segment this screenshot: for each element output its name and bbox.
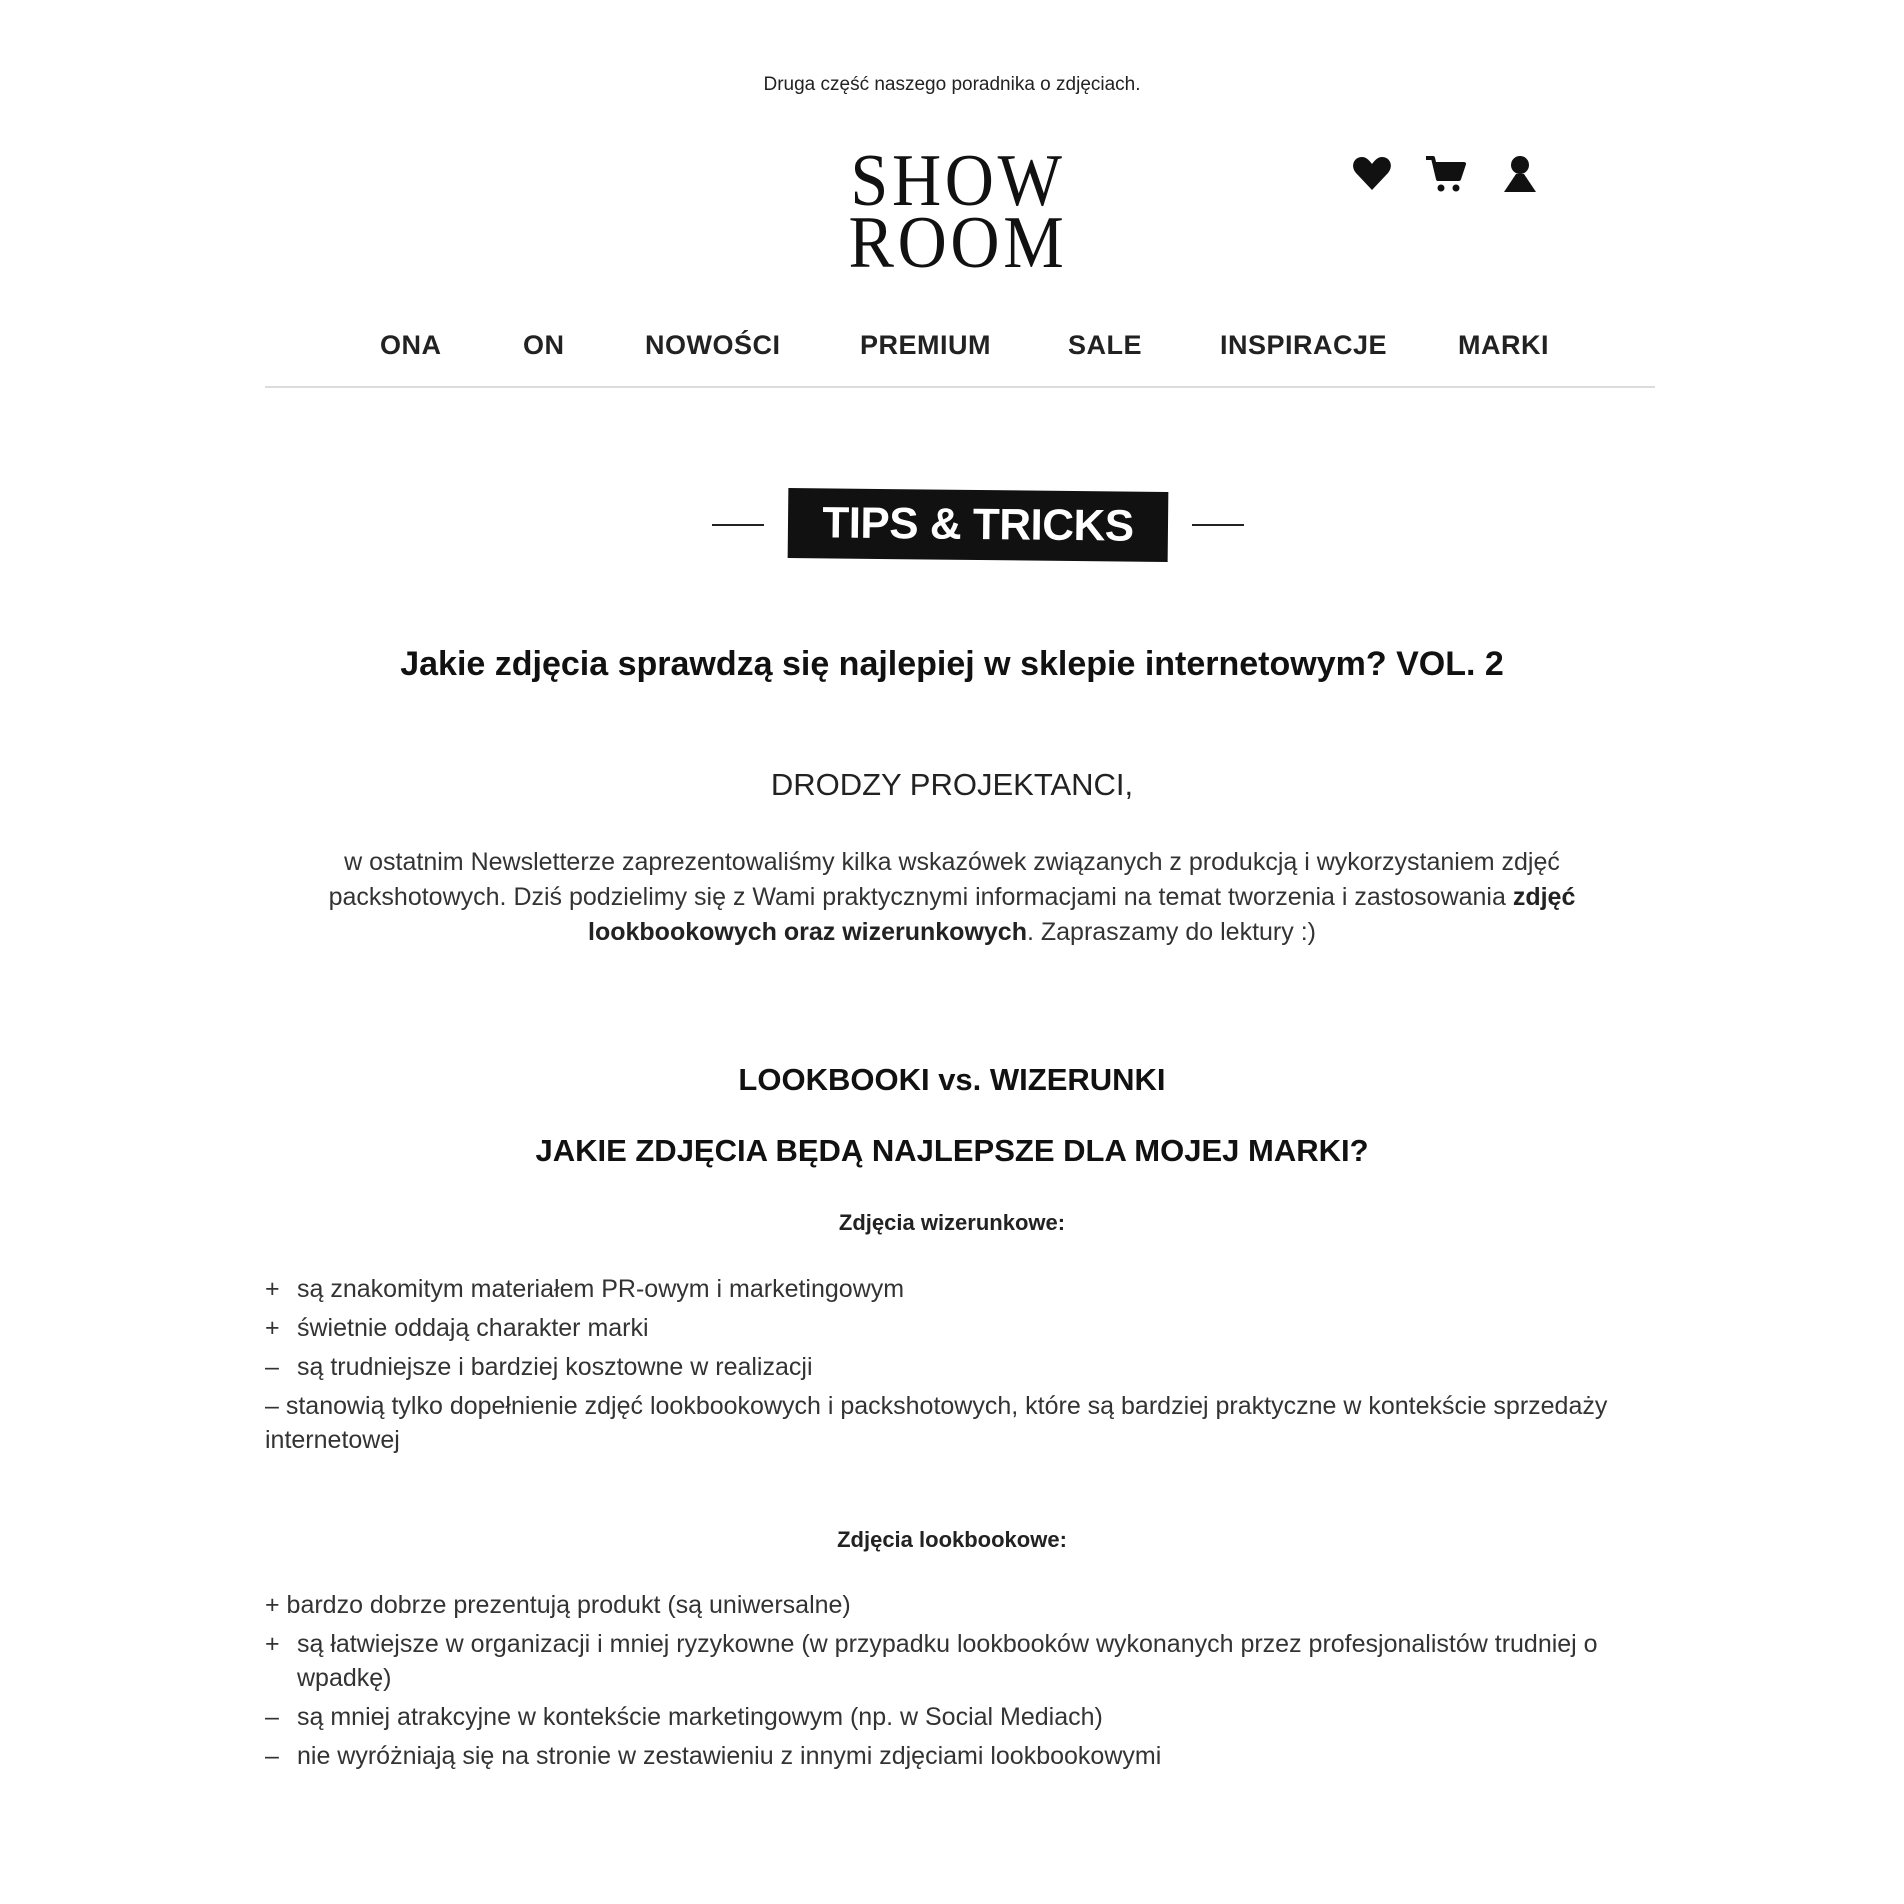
list-item — [265, 1272, 1625, 1306]
tips-tricks-badge: TIPS & TRICKS — [788, 488, 1169, 562]
list-marker: – — [265, 1742, 279, 1770]
list-item: – stanowią tylko dopełnienie zdjęć lookbookowych i packshotowych, które są bardziej praktyczne w kontekście sprzedaży internetowej — [265, 1392, 1608, 1454]
subheading-lookbooki-vs-wizerunki: LOOKBOOKI vs. WIZERUNKI — [738, 1062, 1166, 1097]
intro-paragraph — [300, 845, 1604, 950]
list-marker: + — [265, 1314, 280, 1342]
nav-item-ona[interactable]: ONA — [380, 330, 442, 360]
intro-text-1: w ostatnim Newsletterze zaprezentowaliśmy kilka wskazówek związanych z produkcją i wykorzystaniem zdjęć packshotowych. Dziś podzielimy się z Wami praktycznymi informacjami na temat tworzenia i zastosowania — [328, 848, 1560, 911]
nav-item-on[interactable]: ON — [523, 330, 565, 360]
intro-text-2: . Zapraszamy do lektury :) — [1026, 918, 1316, 946]
list-item — [265, 1311, 1625, 1345]
list-lookbookowe — [265, 1588, 1625, 1778]
list-item — [265, 1739, 1625, 1773]
list-marker: – — [265, 1703, 279, 1731]
list-item-text: są znakomitym materiałem PR-owym i marketingowym — [297, 1275, 905, 1303]
nav-item-marki[interactable]: MARKI — [1458, 330, 1549, 360]
list-marker: + — [265, 1630, 280, 1658]
list-item-text: są trudniejsze i bardziej kosztowne w realizacji — [297, 1353, 813, 1381]
list-item — [265, 1350, 1625, 1384]
cart-icon[interactable] — [1424, 152, 1468, 196]
logo-line-1: SHOW — [850, 140, 1066, 222]
list-marker: – — [265, 1353, 279, 1381]
header-icons — [1350, 152, 1542, 196]
showroom-logo[interactable] — [848, 140, 1069, 284]
logo-line-2: ROOM — [848, 202, 1068, 284]
list-item — [265, 1700, 1625, 1734]
intro-bold: zdjęć lookbookowych oraz wizerunkowych — [588, 883, 1576, 946]
section-label-wizerunkowe: Zdjęcia wizerunkowe: — [838, 1210, 1066, 1235]
tips-right-dash — [1192, 524, 1244, 526]
nav-item-inspiracje[interactable]: INSPIRACJE — [1220, 330, 1388, 360]
list-marker: + — [265, 1275, 280, 1303]
list-item: + bardzo dobrze prezentują produkt (są uniwersalne) — [265, 1591, 851, 1619]
preheader-text: Druga część naszego poradnika o zdjęciach. — [763, 74, 1141, 95]
list-item-text: nie wyróżniają się na stronie w zestawieniu z innymi zdjęciami lookbookowymi — [297, 1742, 1162, 1770]
nav-item-nowosci[interactable]: NOWOŚCI — [645, 330, 781, 360]
article-title: Jakie zdjęcia sprawdzą się najlepiej w sklepie internetowym? VOL. 2 — [400, 645, 1504, 683]
user-icon[interactable] — [1498, 152, 1542, 196]
list-item-text: są mniej atrakcyjne w kontekście marketingowym (np. w Social Mediach) — [297, 1703, 1103, 1731]
main-nav — [265, 330, 1655, 388]
subheading-question: JAKIE ZDJĘCIA BĘDĄ NAJLEPSZE DLA MOJEJ MARKI? — [535, 1133, 1369, 1168]
nav-item-sale[interactable]: SALE — [1068, 330, 1143, 360]
list-item-text: są łatwiejsze w organizacji i mniej ryzykowne (w przypadku lookbooków wykonanych przez profesjonalistów trudniej o wpadkę) — [297, 1630, 1598, 1692]
section-label-lookbookowe: Zdjęcia lookbookowe: — [837, 1527, 1067, 1552]
greeting: DRODZY PROJEKTANCI, — [770, 767, 1134, 802]
tips-left-dash — [712, 524, 764, 526]
tips-tricks-banner — [0, 490, 1904, 570]
list-item-text: świetnie oddają charakter marki — [297, 1314, 649, 1342]
nav-item-premium[interactable]: PREMIUM — [860, 330, 991, 360]
list-wizerunkowe — [265, 1272, 1625, 1462]
list-item — [265, 1627, 1625, 1695]
heart-icon[interactable] — [1350, 152, 1394, 196]
